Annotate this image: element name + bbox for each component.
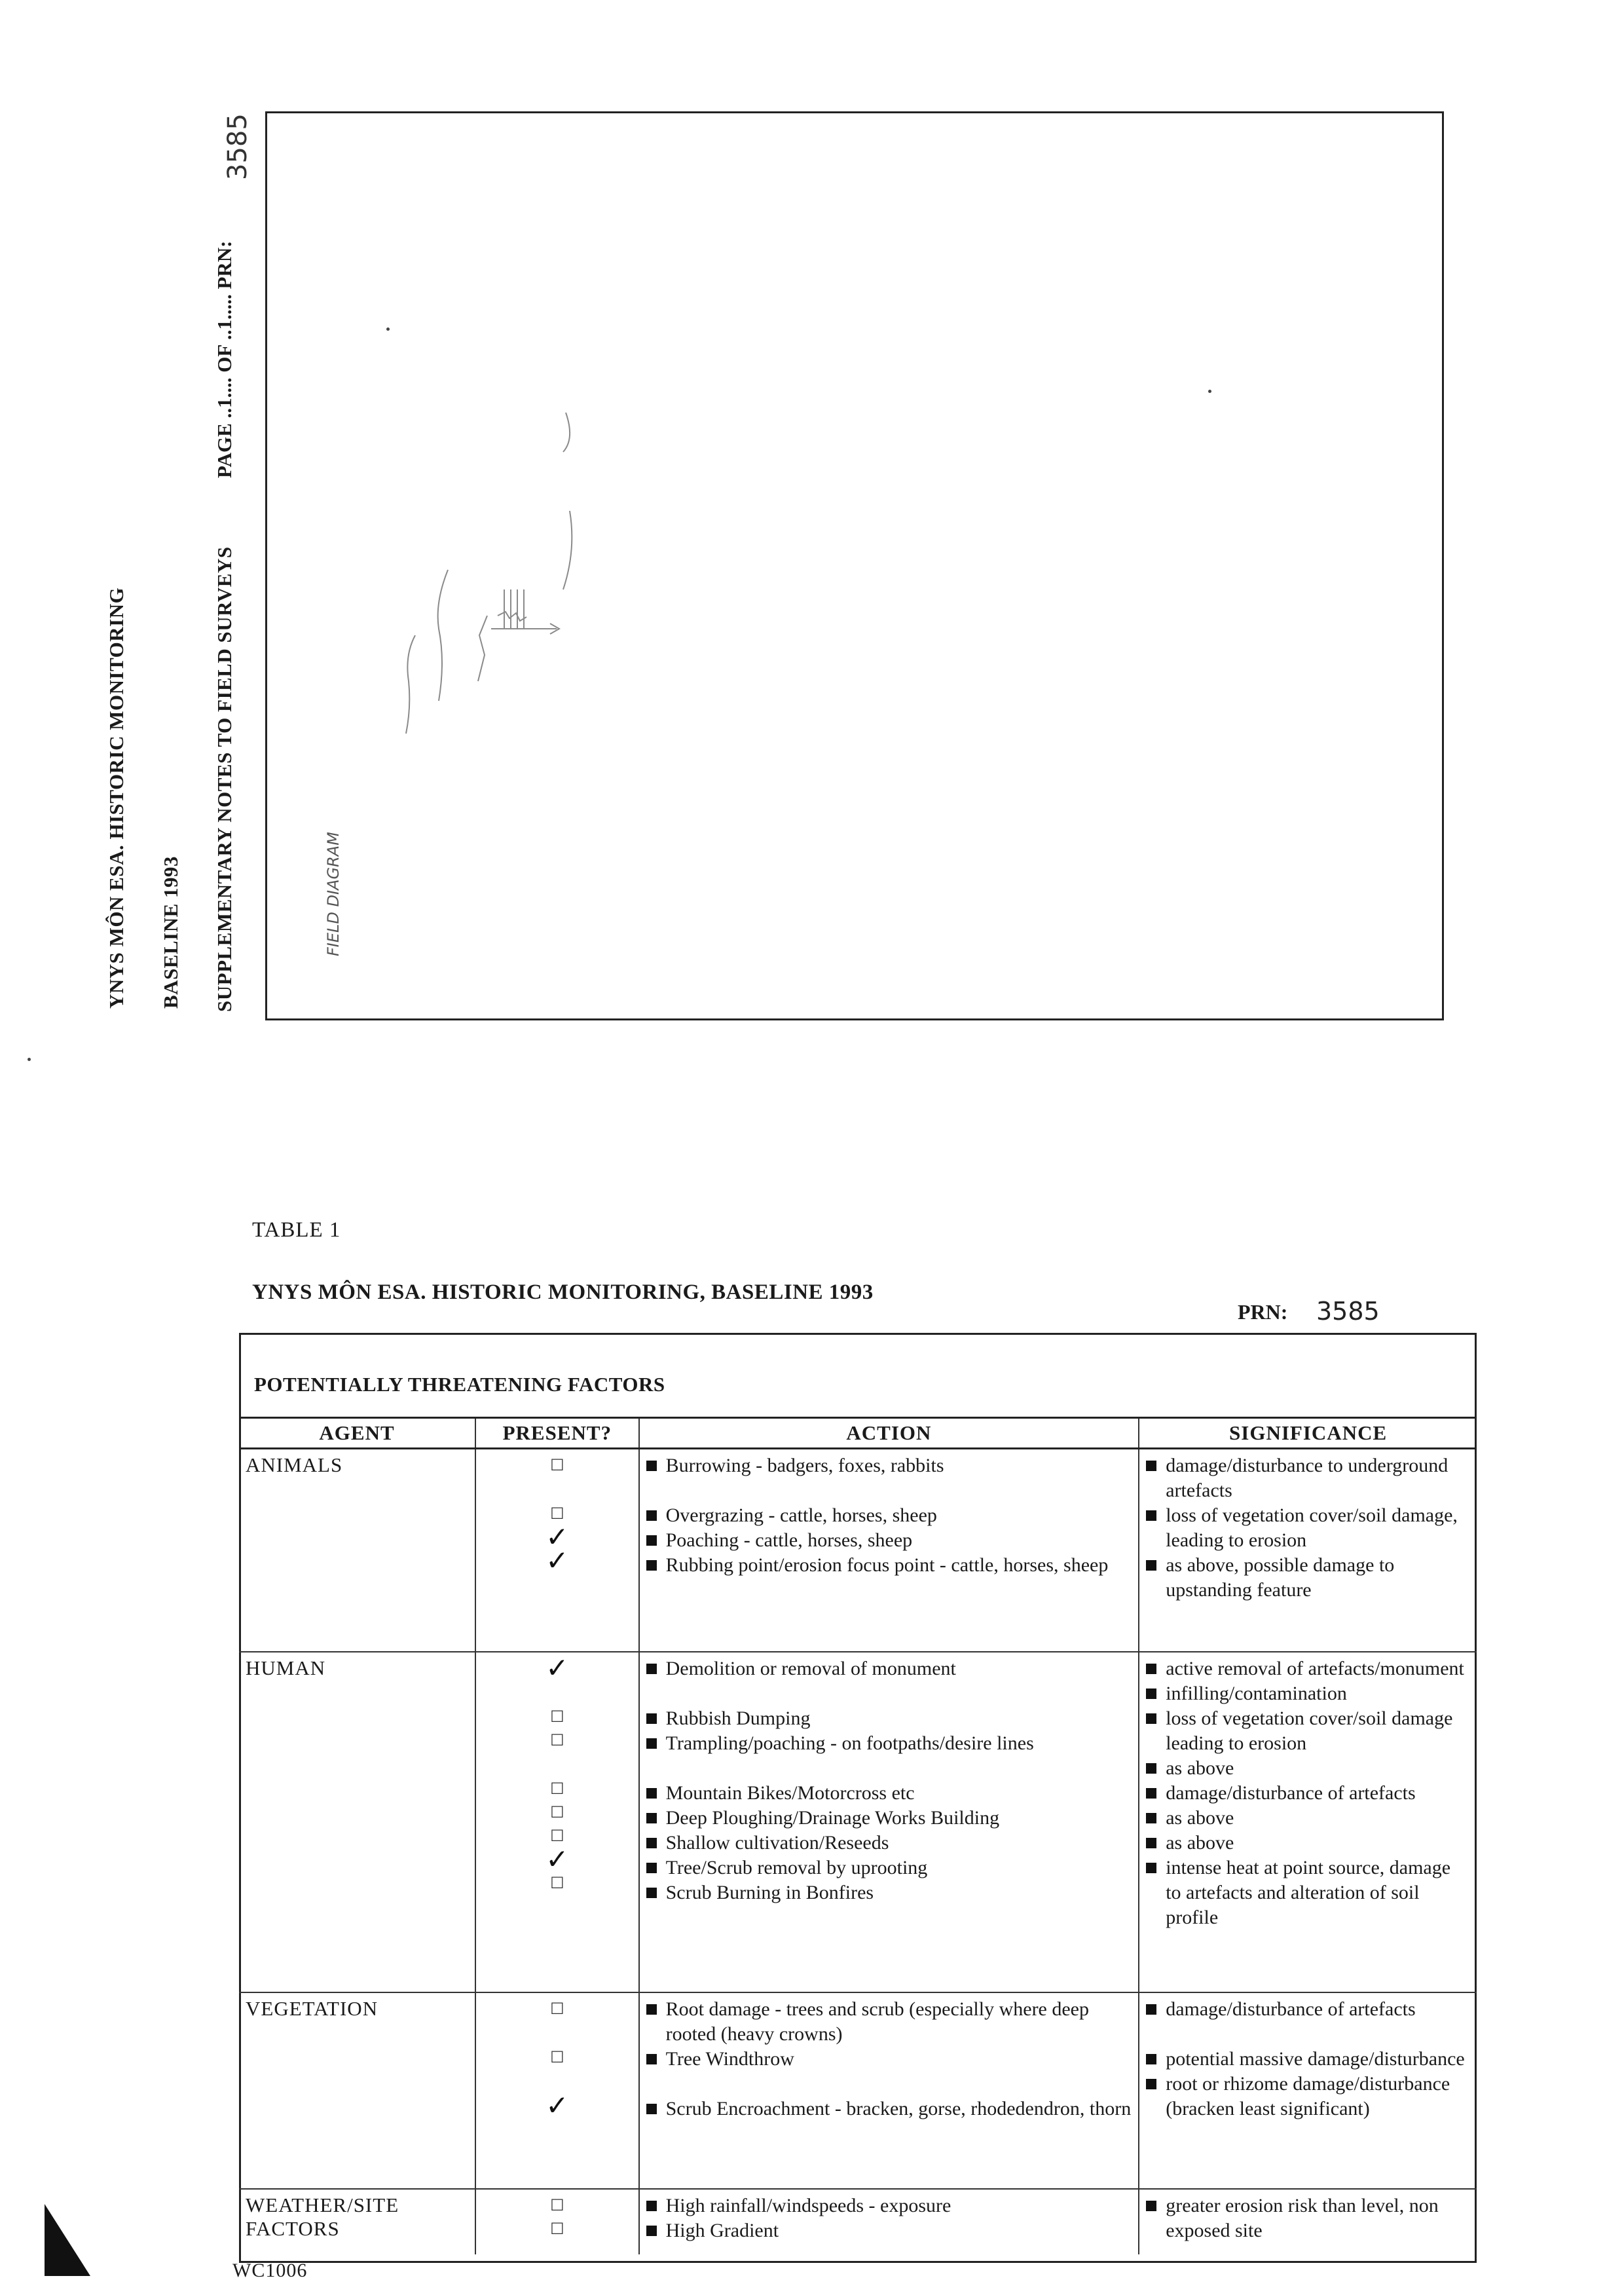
sketch-note-field-diagram: FIELD DIAGRAM (324, 832, 342, 956)
significance-item: damage/disturbance of artefacts (1146, 1781, 1470, 1806)
present-cell (475, 2189, 639, 2254)
bullet-icon (646, 1838, 657, 1848)
bullet-icon (646, 1560, 657, 1571)
bullet-icon (1146, 1510, 1156, 1521)
agent-label: ANIMALS (246, 1453, 343, 1476)
corner-scan-mark (45, 2204, 90, 2276)
significance-item: as above (1146, 1756, 1470, 1781)
header-supplementary-line: SUPPLEMENTARY NOTES TO FIELD SURVEYS (213, 546, 236, 1012)
action-item: Rubbish Dumping (646, 1706, 1132, 1731)
action-item: Trampling/poaching - on footpaths/desire lines (646, 1731, 1132, 1756)
significance-cell (1139, 1449, 1477, 1652)
action-cell (639, 1992, 1139, 2189)
prn-value-handwritten: 3585 (1316, 1297, 1380, 1326)
checkbox-empty: ☐ (550, 1999, 564, 2018)
table-subtitle: YNYS MÔN ESA. HISTORIC MONITORING, BASELINE 1993 (252, 1280, 874, 1304)
checkbox-empty: ☐ (550, 1826, 564, 1845)
significance-item: as above (1146, 1806, 1470, 1831)
scan-speck (386, 327, 390, 331)
significance-cell (1139, 1992, 1477, 2189)
header-prn-handwritten: 3585 (223, 113, 253, 180)
bullet-icon (646, 1888, 657, 1898)
significance-cell (1139, 2189, 1477, 2254)
significance-item: loss of vegetation cover/soil damage, leading to erosion (1146, 1503, 1470, 1553)
bullet-icon (646, 1863, 657, 1873)
bullet-icon (646, 1738, 657, 1749)
tick-mark: ✓ (545, 1651, 569, 1684)
table-row-human (239, 1652, 1477, 1992)
bullet-icon (1146, 1788, 1156, 1799)
checkbox-empty: ☐ (550, 1873, 564, 1892)
agent-label: VEGETATION (246, 1996, 378, 2020)
present-cell (475, 1992, 639, 2189)
bullet-icon (1146, 2054, 1156, 2064)
scan-speck (1208, 390, 1211, 393)
bullet-icon (1146, 1838, 1156, 1848)
bullet-icon (1146, 1560, 1156, 1571)
agent-label: WEATHER/SITE FACTORS (246, 2193, 399, 2240)
significance-item: damage/disturbance to underground artefacts (1146, 1453, 1470, 1503)
action-item: Root damage - trees and scrub (especially where deep rooted (heavy crowns) (646, 1997, 1132, 2047)
bullet-icon (1146, 1813, 1156, 1823)
bullet-icon (1146, 1461, 1156, 1471)
checkbox-empty: ☐ (550, 1730, 564, 1749)
checkbox-empty: ☐ (550, 1802, 564, 1821)
action-item: Poaching - cattle, horses, sheep (646, 1528, 1132, 1553)
significance-item: potential massive damage/disturbance (1146, 2047, 1470, 2072)
significance-cell (1139, 1652, 1477, 1992)
action-item: Mountain Bikes/Motorcross etc (646, 1781, 1132, 1806)
tick-mark: ✓ (545, 1842, 569, 1875)
bullet-icon (646, 1813, 657, 1823)
present-cell (475, 1652, 639, 1992)
checkbox-empty: ☐ (550, 1504, 564, 1523)
tick-mark: ✓ (545, 1521, 569, 1553)
action-item: High Gradient (646, 2218, 1132, 2243)
threatening-factors-box (239, 1333, 1477, 2263)
bullet-icon (1146, 1689, 1156, 1699)
action-item: Scrub Encroachment - bracken, gorse, rhodedendron, thorn (646, 2097, 1132, 2121)
checkbox-empty: ☐ (550, 1456, 564, 1474)
header-title-line: YNYS MÔN ESA. HISTORIC MONITORING (105, 587, 128, 1009)
significance-item: damage/disturbance of artefacts (1146, 1997, 1470, 2022)
threatening-factors-table (239, 1417, 1477, 2254)
significance-item: as above, possible damage to upstanding feature (1146, 1553, 1470, 1603)
threatening-factors-heading: POTENTIALLY THREATENING FACTORS (254, 1373, 665, 1396)
action-item: Tree/Scrub removal by uprooting (646, 1856, 1132, 1880)
significance-item: intense heat at point source, damage to artefacts and alteration of soil profile (1146, 1856, 1470, 1930)
bullet-icon (646, 1535, 657, 1546)
bullet-icon (1146, 1863, 1156, 1873)
agent-cell (239, 2189, 475, 2254)
table-row-vegetation (239, 1992, 1477, 2189)
sketch-drawing (367, 393, 616, 760)
significance-item: loss of vegetation cover/soil damage leading to erosion (1146, 1706, 1470, 1756)
bullet-icon (646, 1713, 657, 1724)
bullet-icon (646, 2054, 657, 2064)
table-row-weather (239, 2189, 1477, 2254)
bullet-icon (1146, 1713, 1156, 1724)
column-header-action: ACTION (639, 1418, 1139, 1449)
prn-label: PRN: (1238, 1300, 1288, 1324)
bullet-icon (1146, 2079, 1156, 2089)
action-cell (639, 2189, 1139, 2254)
action-item: Shallow cultivation/Reseeds (646, 1831, 1132, 1856)
page-number-line: PAGE ..1.... OF ..1..... PRN: (213, 240, 236, 478)
column-header-agent: AGENT (239, 1418, 475, 1449)
agent-cell (239, 1992, 475, 2189)
significance-item: root or rhizome damage/disturbance (bracken least significant) (1146, 2072, 1470, 2121)
checkbox-empty: ☐ (550, 2047, 564, 2066)
significance-item: active removal of artefacts/monument (1146, 1656, 1470, 1681)
bullet-icon (646, 2226, 657, 2236)
bullet-icon (646, 1510, 657, 1521)
action-item: Tree Windthrow (646, 2047, 1132, 2072)
bullet-icon (1146, 1664, 1156, 1674)
action-item: Scrub Burning in Bonfires (646, 1880, 1132, 1905)
checkbox-empty: ☐ (550, 1707, 564, 1726)
action-item: Demolition or removal of monument (646, 1656, 1132, 1681)
action-cell (639, 1652, 1139, 1992)
table-header-row (239, 1418, 1477, 1449)
bullet-icon (646, 1788, 657, 1799)
checkbox-empty: ☐ (550, 2219, 564, 2238)
checkbox-empty: ☐ (550, 1779, 564, 1798)
action-item: Rubbing point/erosion focus point - cattle, horses, sheep (646, 1553, 1132, 1578)
scan-speck (28, 1058, 31, 1061)
agent-cell (239, 1652, 475, 1992)
bullet-icon (646, 2104, 657, 2114)
action-cell (639, 1449, 1139, 1652)
bullet-icon (646, 1664, 657, 1674)
action-item: Deep Ploughing/Drainage Works Building (646, 1806, 1132, 1831)
action-item: Burrowing - badgers, foxes, rabbits (646, 1453, 1132, 1478)
significance-item: greater erosion risk than level, non exposed site (1146, 2193, 1470, 2243)
table-label: TABLE 1 (252, 1218, 341, 1242)
agent-label: HUMAN (246, 1656, 326, 1679)
column-header-present: PRESENT? (475, 1418, 639, 1449)
header-baseline-line: BASELINE 1993 (159, 855, 182, 1009)
bullet-icon (646, 2004, 657, 2015)
bullet-icon (1146, 1763, 1156, 1774)
tick-mark: ✓ (545, 2089, 569, 2121)
action-item: High rainfall/windspeeds - exposure (646, 2193, 1132, 2218)
bullet-icon (646, 2201, 657, 2211)
table-row-animals (239, 1449, 1477, 1652)
agent-cell (239, 1449, 475, 1652)
present-cell (475, 1449, 639, 1652)
checkbox-empty: ☐ (550, 2195, 564, 2214)
action-item: Overgrazing - cattle, horses, sheep (646, 1503, 1132, 1528)
significance-item: infilling/contamination (1146, 1681, 1470, 1706)
column-header-significance: SIGNIFICANCE (1139, 1418, 1477, 1449)
tick-mark: ✓ (545, 1544, 569, 1577)
bullet-icon (1146, 2004, 1156, 2015)
footer-code: WC1006 (232, 2260, 308, 2281)
bullet-icon (1146, 2201, 1156, 2211)
significance-item: as above (1146, 1831, 1470, 1856)
bullet-icon (646, 1461, 657, 1471)
